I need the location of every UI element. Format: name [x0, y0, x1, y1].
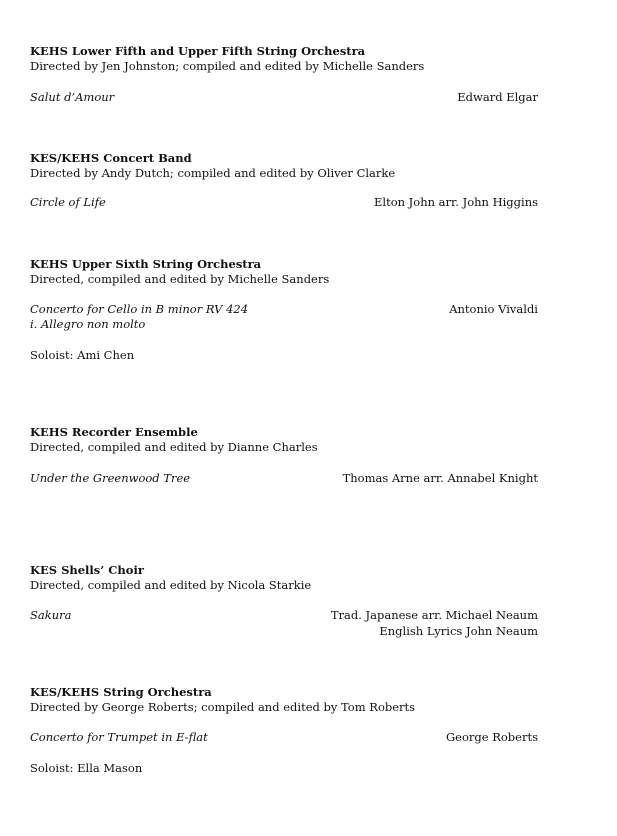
composer: George Roberts	[445, 730, 538, 744]
piece-title: Concerto for Cello in B minor RV 424	[30, 302, 249, 316]
piece-row	[30, 90, 538, 105]
programme-section	[30, 425, 538, 486]
piece-row	[30, 608, 538, 639]
piece-title: Circle of Life	[30, 195, 106, 209]
ensemble-title: KES/KEHS Concert Band	[30, 151, 192, 165]
piece-title: Sakura	[30, 608, 72, 622]
piece-title: Under the Greenwood Tree	[30, 471, 191, 485]
composer: Antonio Vivaldi	[449, 302, 538, 316]
credits: Directed by George Roberts; compiled and edited by Tom Roberts	[30, 700, 416, 714]
piece-row	[30, 195, 538, 210]
credits: Directed, compiled and edited by Nicola Starkie	[30, 578, 312, 592]
ensemble-title: KES Shells’ Choir	[30, 563, 144, 577]
ensemble-title: KEHS Upper Sixth String Orchestra	[30, 257, 262, 271]
programme-section	[30, 685, 538, 776]
composer: Trad. Japanese arr. Michael Neaum	[330, 608, 538, 622]
composer: Elton John arr. John Higgins	[374, 195, 538, 209]
programme-section	[30, 44, 538, 105]
composer: Thomas Arne arr. Annabel Knight	[342, 471, 538, 485]
credits: Directed, compiled and edited by Dianne Charles	[30, 440, 318, 454]
movement: i. Allegro non molto	[30, 317, 146, 331]
piece-title: Salut d’Amour	[30, 90, 115, 104]
credits: Directed, compiled and edited by Michelle Sanders	[30, 272, 330, 286]
ensemble-title: KEHS Recorder Ensemble	[30, 425, 198, 439]
programme-section	[30, 151, 538, 210]
credits: Directed by Jen Johnston; compiled and edited by Michelle Sanders	[30, 59, 425, 73]
ensemble-title: KEHS Lower Fifth and Upper Fifth String Orchestra	[30, 44, 366, 58]
piece-row	[30, 730, 538, 745]
programme-section	[30, 257, 538, 363]
ensemble-title: KES/KEHS String Orchestra	[30, 685, 212, 699]
credits: Directed by Andy Dutch; compiled and edited by Oliver Clarke	[30, 166, 396, 180]
piece-row	[30, 471, 538, 486]
piece-title: Concerto for Trumpet in E-flat	[30, 730, 208, 744]
composer: Edward Elgar	[457, 90, 538, 104]
soloist: Soloist: Ella Mason	[30, 761, 143, 775]
lyricist: English Lyrics John Neaum	[379, 624, 538, 638]
soloist: Soloist: Ami Chen	[30, 348, 135, 362]
piece-row	[30, 302, 538, 317]
programme-section	[30, 563, 538, 639]
